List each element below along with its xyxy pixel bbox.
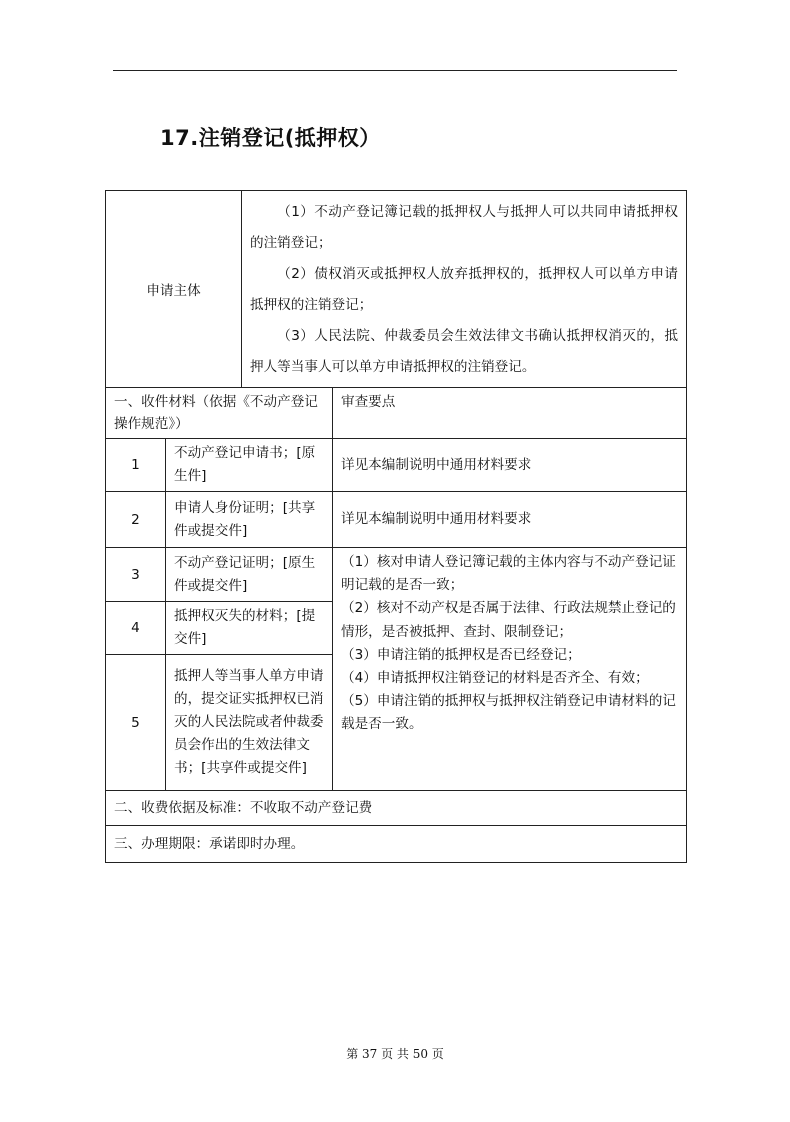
review-point: （2）核对不动产权是否属于法律、行政法规禁止登记的情形，是否被抵押、查封、限制登记； bbox=[341, 600, 676, 640]
deadline-row bbox=[106, 826, 687, 863]
material-row-2 bbox=[106, 492, 687, 548]
review-points bbox=[333, 548, 687, 791]
material-text: 不动产登记证明；[原生件或提交件] bbox=[166, 548, 333, 602]
applicant-paragraph: （2）债权消灭或抵押权人放弃抵押权的，抵押权人可以单方申请抵押权的注销登记； bbox=[250, 266, 678, 313]
material-number: 5 bbox=[106, 655, 166, 791]
general-requirement: 详见本编制说明中通用材料要求 bbox=[333, 439, 687, 492]
review-point: （4）申请抵押权注销登记的材料是否齐全、有效； bbox=[341, 670, 649, 687]
page-number: 第 37 页 共 50 页 bbox=[346, 1047, 444, 1061]
material-number: 3 bbox=[106, 548, 166, 602]
general-requirement: 详见本编制说明中通用材料要求 bbox=[333, 492, 687, 548]
applicant-paragraphs bbox=[242, 191, 687, 388]
review-point: （3）申请注销的抵押权是否已经登记； bbox=[341, 646, 581, 663]
material-text: 不动产登记申请书；[原生件] bbox=[166, 439, 333, 492]
fee-text: 二、收费依据及标准：不收取不动产登记费 bbox=[106, 791, 687, 826]
material-number: 1 bbox=[106, 439, 166, 492]
header-rule bbox=[113, 70, 677, 71]
material-row-3 bbox=[106, 548, 687, 602]
material-number: 4 bbox=[106, 602, 166, 655]
material-text: 申请人身份证明；[共享件或提交件] bbox=[166, 492, 333, 548]
material-number: 2 bbox=[106, 492, 166, 548]
review-point: （1）核对申请人登记簿记载的主体内容与不动产登记证明记载的是否一致； bbox=[341, 554, 676, 594]
materials-header-row bbox=[106, 388, 687, 439]
section-title: 17.注销登记(抵押权） bbox=[160, 126, 381, 150]
material-text: 抵押人等当事人单方申请的，提交证实抵押权已消灭的人民法院或者仲裁委员会作出的生效法律文书；[共享件或提交件] bbox=[166, 655, 333, 791]
review-header: 审查要点 bbox=[333, 388, 687, 439]
deadline-text: 三、办理期限：承诺即时办理。 bbox=[106, 826, 687, 863]
applicant-paragraph: （1）不动产登记簿记载的抵押权人与抵押人可以共同申请抵押权的注销登记； bbox=[250, 204, 678, 251]
registration-table bbox=[105, 190, 687, 863]
materials-header: 一、收件材料（依据《不动产登记操作规范》） bbox=[106, 388, 333, 439]
review-point: （5）申请注销的抵押权与抵押权注销登记申请材料的记载是否一致。 bbox=[341, 693, 676, 733]
material-row-1 bbox=[106, 439, 687, 492]
applicant-row bbox=[106, 191, 687, 388]
fee-row bbox=[106, 791, 687, 826]
applicant-label: 申请主体 bbox=[106, 191, 242, 388]
applicant-paragraph: （3）人民法院、仲裁委员会生效法律文书确认抵押权消灭的，抵押人等当事人可以单方申请抵押权的注销登记。 bbox=[250, 328, 678, 375]
material-text: 抵押权灭失的材料；[提交件] bbox=[166, 602, 333, 655]
